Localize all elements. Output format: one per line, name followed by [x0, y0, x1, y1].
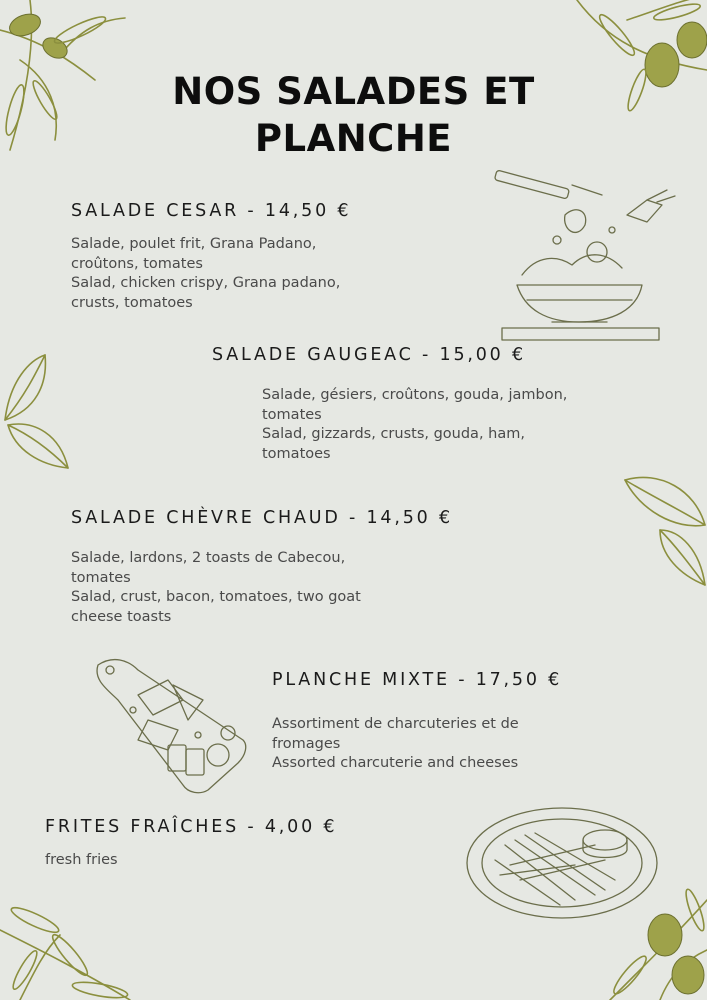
salad-bowl-icon — [497, 160, 677, 345]
item-title-salade-gaugeac: SALADE GAUGEAC - 15,00 € — [212, 345, 526, 365]
desc-line: tomatoes — [262, 445, 331, 462]
desc-line: Salade, gésiers, croûtons, gouda, jambon, — [262, 387, 568, 403]
desc-line: tomates — [71, 569, 131, 586]
item-title-salade-cesar: SALADE CESAR - 14,50 € — [71, 201, 352, 221]
item-title-frites-fraiches: FRITES FRAÎCHES - 4,00 € — [45, 817, 338, 837]
item-desc-planche-mixte — [272, 715, 519, 774]
olive-branch-bottom-left-icon — [0, 890, 150, 1000]
desc-line: tomates — [262, 406, 322, 423]
desc-line: Salade, lardons, 2 toasts de Cabecou, — [71, 550, 346, 566]
item-desc-frites-fraiches — [45, 851, 118, 871]
menu-title-line-2: PLANCHE — [254, 117, 453, 160]
desc-line: Salad, gizzards, crusts, gouda, ham, — [262, 426, 525, 442]
desc-line: Assorted charcuterie and cheeses — [272, 755, 519, 771]
item-desc-salade-cesar — [71, 235, 340, 313]
basil-leaf-right-icon — [620, 470, 707, 590]
desc-line: Salad, crust, bacon, tomatoes, two goat — [71, 589, 361, 605]
item-title-salade-chevre-chaud: SALADE CHÈVRE CHAUD - 14,50 € — [71, 508, 453, 528]
menu-title — [0, 68, 707, 162]
desc-line: crusts, tomatoes — [71, 294, 193, 311]
desc-line: fromages — [272, 735, 341, 752]
desc-line: fresh fries — [45, 852, 118, 868]
desc-line: Salad, chicken crispy, Grana padano, — [71, 275, 341, 291]
desc-line: Salade, poulet frit, Grana Padano, — [71, 236, 317, 252]
desc-line: croûtons, tomates — [71, 255, 203, 272]
item-desc-salade-chevre-chaud — [71, 549, 361, 627]
charcuterie-board-icon — [88, 655, 253, 795]
item-desc-salade-gaugeac — [262, 386, 567, 464]
menu-title-line-1: NOS SALADES ET — [172, 70, 535, 113]
item-title-planche-mixte: PLANCHE MIXTE - 17,50 € — [272, 670, 563, 690]
olive-branch-bottom-right-icon — [570, 880, 707, 1000]
desc-line: cheese toasts — [71, 608, 172, 625]
desc-line: Assortiment de charcuteries et de — [272, 716, 519, 732]
basil-leaf-left-icon — [0, 350, 75, 475]
